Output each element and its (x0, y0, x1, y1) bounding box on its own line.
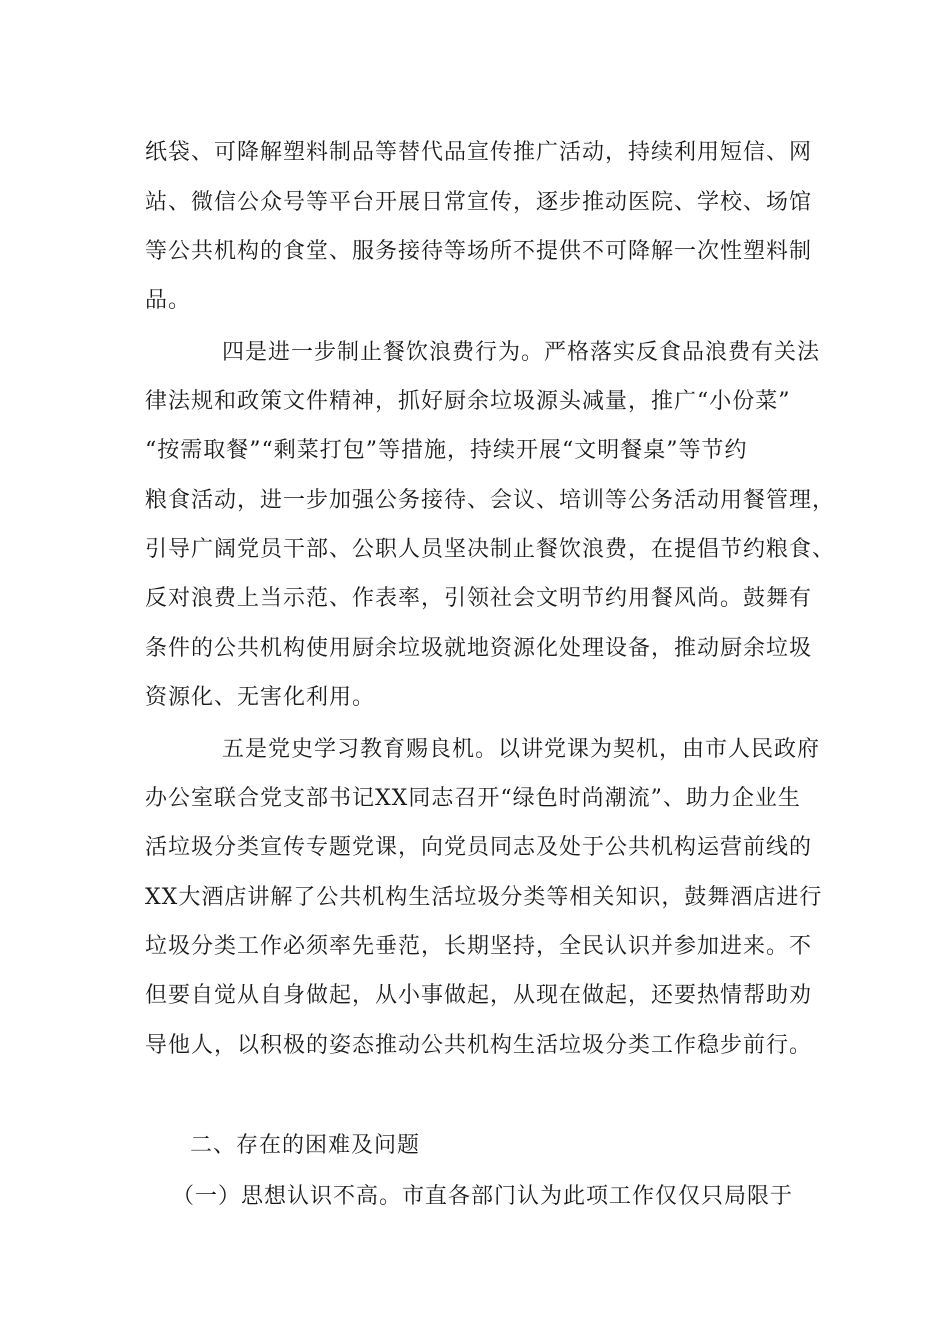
paragraph-line: 但要自觉从自身做起，从小事做起，从现在做起，还要热情帮助劝 (145, 983, 813, 1008)
paragraph-line: 导他人，以积极的姿态推动公共机构生活垃圾分类工作稳步前行。 (145, 1033, 813, 1058)
paragraph-line: 站、微信公众号等平台开展日常宣传，逐步推动医院、学校、场馆 (145, 190, 813, 215)
paragraph-line: “按需取餐”“剩菜打包”等措施，持续开展“文明餐桌”等节约 (145, 438, 748, 463)
paragraph-line: 活垃圾分类宣传专题党课，向党员同志及处于公共机构运营前线的 (145, 835, 813, 860)
paragraph-line: 四是进一步制止餐饮浪费行为。严格落实反食品浪费有关法 (222, 340, 821, 365)
paragraph-line: （一）思想认识不高。市直各部门认为此项工作仅仅只局限于 (172, 1184, 794, 1209)
paragraph-line: 等公共机构的食堂、服务接待等场所不提供不可降解一次性塑料制 (145, 239, 813, 264)
paragraph-line: 纸袋、可降解塑料制品等替代品宣传推广活动，持续利用短信、网 (145, 140, 813, 165)
paragraph-line: 品。 (145, 288, 192, 313)
paragraph-line: 资源化、无害化利用。 (145, 685, 376, 710)
paragraph-line: 办公室联合党支部书记XX同志召开“绿色时尚潮流”、助力企业生 (145, 786, 801, 811)
section-heading: 二、存在的困难及问题 (190, 1133, 421, 1158)
paragraph-line: 律法规和政策文件精神，抓好厨余垃圾源头减量，推广“小份菜” (145, 389, 791, 414)
paragraph-line: 粮食活动，进一步加强公务接待、会议、培训等公务活动用餐管理， (145, 488, 836, 513)
paragraph-line: XX大酒店讲解了公共机构生活垃圾分类等相关知识，鼓舞酒店进行 (145, 885, 823, 910)
paragraph-line: 引导广阔党员干部、公职人员坚决制止餐饮浪费，在提倡节约粮食、 (145, 537, 836, 562)
paragraph-line: 垃圾分类工作必须率先垂范，长期坚持，全民认识并参加进来。不 (145, 934, 813, 959)
paragraph-line: 条件的公共机构使用厨余垃圾就地资源化处理设备，推动厨余垃圾 (145, 636, 813, 661)
paragraph-line: 反对浪费上当示范、作表率，引领社会文明节约用餐风尚。鼓舞有 (145, 586, 813, 611)
paragraph-line: 五是党史学习教育赐良机。以讲党课为契机，由市人民政府 (222, 737, 821, 762)
